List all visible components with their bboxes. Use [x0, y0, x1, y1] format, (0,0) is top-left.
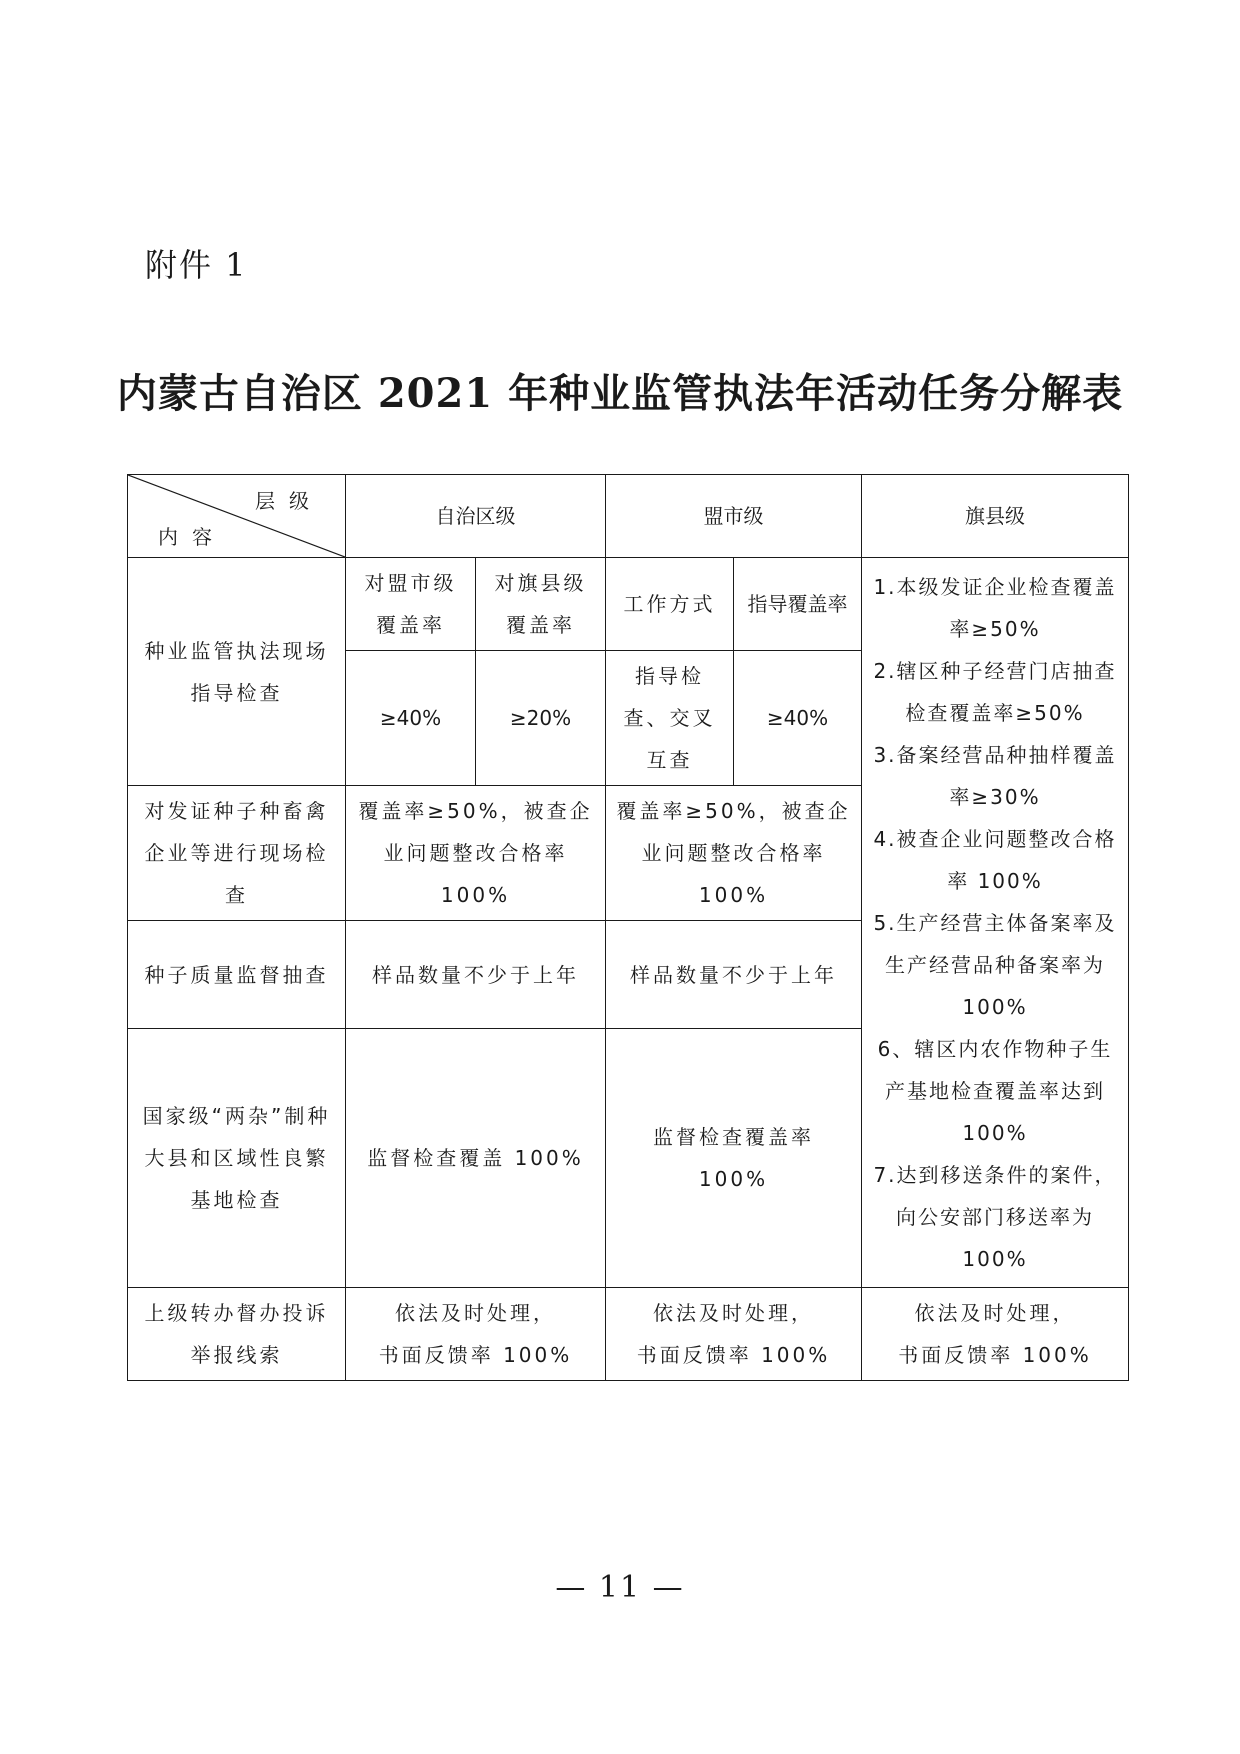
county-complaint-line2: 书面反馈率 100%: [898, 1343, 1092, 1367]
region-quality-sampling-value: 样品数量不少于上年: [346, 921, 606, 1029]
header-county-level: 旗县级: [862, 475, 1129, 558]
county-item: 6、辖区内农作物种子生产基地检查覆盖率达到 100%: [877, 1036, 1113, 1145]
league-complaint-line2: 书面反馈率 100%: [636, 1343, 831, 1367]
row-label-seed-base-inspection: 国家级“两杂”制种大县和区域性良繁基地检查: [128, 1029, 346, 1288]
county-item: 3.备案经营品种抽样覆盖率≥30%: [873, 742, 1117, 809]
county-complaint-handling-value: [862, 1288, 1129, 1381]
county-item: 2.辖区种子经营门店抽查检查覆盖率≥50%: [873, 658, 1117, 725]
table-row: [128, 1288, 1129, 1381]
page-number: — 11 —: [555, 1570, 685, 1605]
subheader-work-method: 工作方式: [606, 558, 734, 651]
subheader-league-coverage: 对盟市级覆盖率: [346, 558, 476, 651]
league-quality-sampling-value: 样品数量不少于上年: [606, 921, 862, 1029]
subheader-county-coverage: 对旗县级覆盖率: [476, 558, 606, 651]
row-label-field-inspection: 种业监管执法现场指导检查: [128, 558, 346, 786]
row-label-complaint-leads: 上级转办督办投诉举报线索: [128, 1288, 346, 1381]
region-complaint-line1: 依法及时处理，: [395, 1301, 556, 1325]
row-label-enterprise-inspection: 对发证种子种畜禽企业等进行现场检查: [128, 786, 346, 921]
subheader-guidance-coverage: 指导覆盖率: [734, 558, 862, 651]
league-guidance-coverage-value: ≥40%: [734, 651, 862, 786]
region-complaint-handling-value: [346, 1288, 606, 1381]
league-work-method-value: 指导检查、交叉互查: [606, 651, 734, 786]
county-complaint-line1: 依法及时处理，: [914, 1301, 1076, 1325]
county-item: 5.生产经营主体备案率及生产经营品种备案率为 100%: [873, 910, 1117, 1019]
league-seed-base-inspection-value: 监督检查覆盖率 100%: [606, 1029, 862, 1288]
county-item: 7.达到移送条件的案件，向公安部门移送率为 100%: [873, 1162, 1117, 1271]
table-row: [128, 558, 1129, 651]
row-label-quality-sampling: 种子质量监督抽查: [128, 921, 346, 1029]
county-item: 4.被查企业问题整改合格率 100%: [873, 826, 1117, 893]
county-item: 1.本级发证企业检查覆盖率≥50%: [873, 574, 1117, 641]
corner-level-label: 层级: [255, 489, 323, 513]
region-league-coverage-value: ≥40%: [346, 651, 476, 786]
header-row: [128, 475, 1129, 558]
header-corner-cell: [128, 475, 346, 558]
task-breakdown-table: [127, 474, 1129, 1381]
corner-content-label: 内容: [158, 525, 226, 549]
region-enterprise-inspection-value: 覆盖率≥50%，被查企业问题整改合格率 100%: [346, 786, 606, 921]
header-region-level: 自治区级: [346, 475, 606, 558]
header-league-level: 盟市级: [606, 475, 862, 558]
league-complaint-handling-value: [606, 1288, 862, 1381]
attachment-label: 附件 1: [145, 246, 248, 284]
region-county-coverage-value: ≥20%: [476, 651, 606, 786]
region-seed-base-inspection-value: 监督检查覆盖 100%: [346, 1029, 606, 1288]
league-enterprise-inspection-value: 覆盖率≥50%，被查企业问题整改合格率 100%: [606, 786, 862, 921]
league-complaint-line1: 依法及时处理，: [653, 1301, 814, 1325]
region-complaint-line2: 书面反馈率 100%: [378, 1343, 573, 1367]
document-title: 内蒙古自治区 2021 年种业监管执法年活动任务分解表: [116, 370, 1124, 417]
county-requirements-cell: [862, 558, 1129, 1288]
